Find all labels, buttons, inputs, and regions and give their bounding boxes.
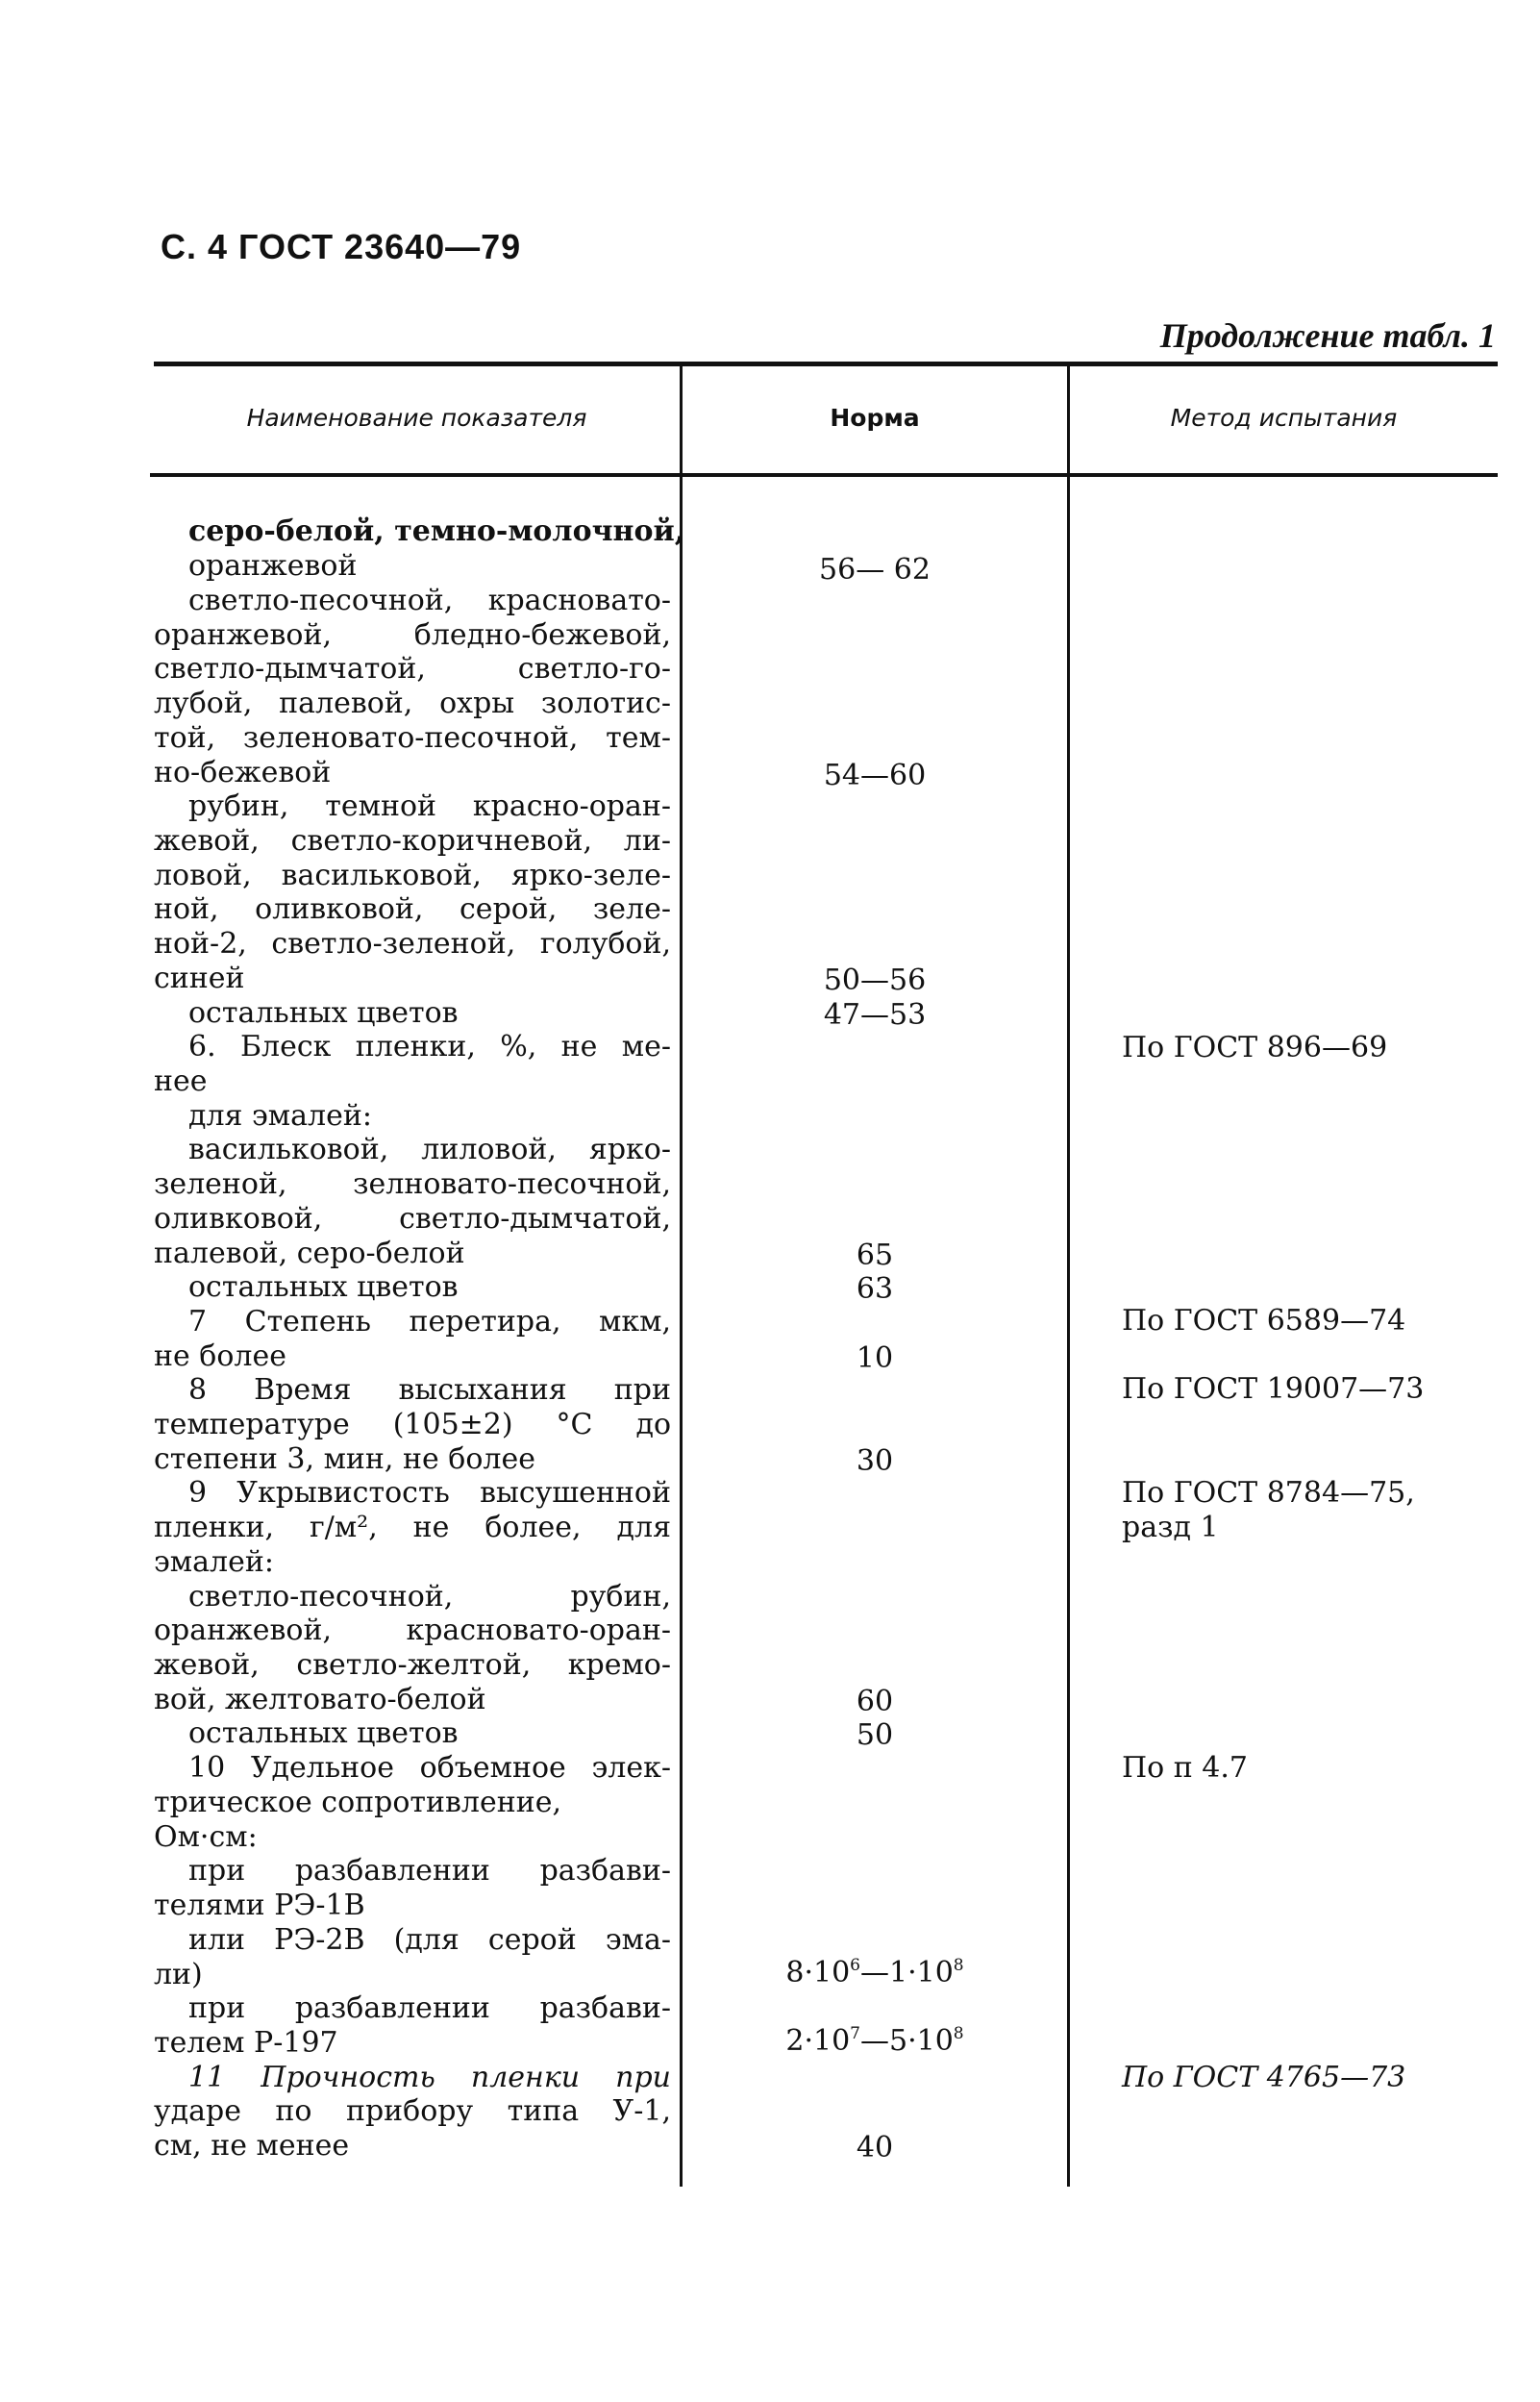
cell-name: светло-песочной, рубин, [188, 1580, 671, 1614]
cell-method: По ГОСТ 19007—73 [1122, 1372, 1425, 1406]
cell-name: остальных цветов [188, 996, 459, 1030]
cell-norm: 40 [856, 2131, 894, 2164]
cell-name: ной, оливковой, серой, зеле- [154, 892, 671, 926]
cell-method: По ГОСТ 6589—74 [1122, 1304, 1406, 1338]
cell-norm: 10 [856, 1341, 894, 1375]
cell-name: ловой, васильковой, ярко-зеле- [154, 859, 671, 892]
cell-name: той, зеленовато-песочной, тем- [154, 721, 671, 755]
column-header-norm: Норма [830, 404, 920, 432]
cell-name: палевой, серо-белой [154, 1237, 465, 1270]
cell-name: телями РЭ-1В [154, 1889, 365, 1922]
cell-norm: 65 [856, 1239, 894, 1272]
cell-name: см, не менее [154, 2129, 350, 2163]
column-header-method: Метод испытания [1170, 404, 1398, 432]
cell-name: эмалей: [154, 1545, 274, 1579]
cell-norm: 47—53 [823, 998, 927, 1032]
cell-name: лубой, палевой, охры золотис- [154, 687, 671, 720]
cell-name: ли) [154, 1958, 203, 1991]
cell-name: нее [154, 1064, 208, 1098]
cell-name: 9 Укрывистость высушенной [188, 1476, 671, 1510]
cell-name: жевой, светло-желтой, кремо- [154, 1648, 671, 1682]
cell-norm: 56— 62 [819, 553, 931, 587]
cell-name: для эмалей: [188, 1099, 372, 1133]
cell-norm: 60 [856, 1685, 894, 1718]
cell-name: трическое сопротивление, [154, 1786, 561, 1819]
cell-name: телем Р-197 [154, 2026, 338, 2060]
cell-name: оранжевой, бледно-бежевой, [154, 618, 671, 652]
cell-name: оранжевой, красновато-оран- [154, 1614, 671, 1647]
cell-name: синей [154, 962, 245, 995]
cell-method: По ГОСТ 8784—75, [1122, 1476, 1415, 1510]
cell-name: Ом·см: [154, 1820, 258, 1854]
cell-norm: 54—60 [823, 759, 927, 792]
cell-name: светло-дымчатой, светло-го- [154, 652, 671, 686]
cell-name: или РЭ-2В (для серой эма- [188, 1923, 671, 1957]
cell-name: пленки, г/м², не более, для [154, 1511, 671, 1544]
norm-base: 8·10 [785, 1956, 851, 1989]
page-header: С. 4 ГОСТ 23640—79 [161, 227, 522, 266]
cell-name: серо-белой, темно-молочной, [188, 514, 685, 548]
table-caption: Продолжение табл. 1 [1159, 316, 1496, 355]
cell-norm: 30 [856, 1444, 894, 1478]
cell-name: но-бежевой [154, 756, 332, 789]
norm-exponent: 7 [850, 2024, 860, 2043]
cell-name: 7 Степень перетира, мкм, [188, 1305, 671, 1339]
cell-name: ударе по прибору типа У-1, [154, 2094, 671, 2128]
cell-norm: 50—56 [823, 963, 927, 997]
cell-name: 8 Время высыхания при [188, 1373, 671, 1407]
cell-name: при разбавлении разбави- [188, 1854, 671, 1888]
cell-norm [683, 2024, 1067, 2058]
cell-name: 10 Удельное объемное элек- [188, 1751, 671, 1785]
cell-name: ной-2, светло-зеленой, голубой, [154, 927, 671, 961]
cell-method: По ГОСТ 896—69 [1122, 1031, 1388, 1064]
cell-name: не более [154, 1339, 286, 1373]
cell-name: температуре (105±2) °С до [154, 1408, 671, 1441]
cell-name: жевой, светло-коричневой, ли- [154, 824, 671, 858]
norm-base: —5·10 [860, 2024, 954, 2058]
cell-norm: 63 [856, 1272, 894, 1306]
cell-name: рубин, темной красно-оран- [188, 789, 671, 823]
cell-name: оливковой, светло-дымчатой, [154, 1202, 671, 1236]
norm-base: —1·10 [860, 1956, 954, 1989]
cell-name: степени 3, мин, не более [154, 1442, 535, 1476]
norm-base: 2·10 [785, 2024, 851, 2058]
cell-name: вой, желтовато-белой [154, 1683, 486, 1716]
norm-exponent: 8 [953, 2024, 964, 2043]
cell-norm [683, 1956, 1067, 1989]
norm-exponent: 8 [953, 1956, 964, 1975]
cell-name: зеленой, зелновато-песочной, [154, 1167, 671, 1201]
cell-name: 11 Прочность пленки при [188, 2061, 671, 2094]
norm-exponent: 6 [850, 1956, 860, 1975]
cell-norm: 50 [856, 1718, 894, 1752]
cell-name: 6. Блеск пленки, %, не ме- [188, 1030, 671, 1063]
cell-name: васильковой, лиловой, ярко- [188, 1133, 671, 1166]
cell-name: светло-песочной, красновато- [188, 584, 671, 617]
cell-name: остальных цветов [188, 1270, 459, 1304]
cell-name: остальных цветов [188, 1716, 459, 1750]
cell-name: оранжевой [188, 549, 358, 583]
cell-method: разд 1 [1122, 1511, 1219, 1544]
column-header-name: Наименование показателя [246, 404, 587, 432]
cell-method: По п 4.7 [1122, 1751, 1249, 1785]
cell-name: при разбавлении разбави- [188, 1991, 671, 2025]
cell-method: По ГОСТ 4765—73 [1122, 2061, 1406, 2094]
